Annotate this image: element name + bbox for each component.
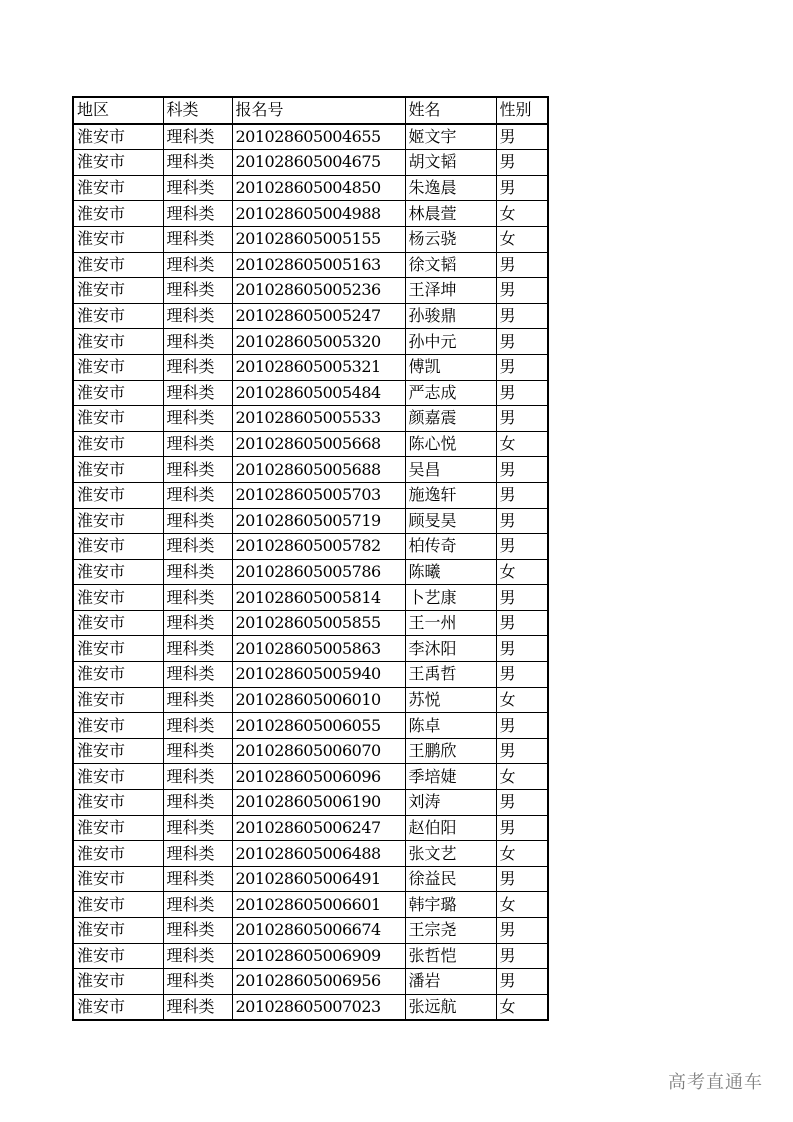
table-row — [73, 559, 548, 585]
table-row — [73, 201, 548, 227]
cell-name: 王泽坤 — [405, 278, 496, 304]
cell-registration-number: 201028605005533 — [232, 406, 405, 432]
cell-region: 淮安市 — [73, 790, 163, 816]
cell-region: 淮安市 — [73, 329, 163, 355]
cell-name: 施逸轩 — [405, 482, 496, 508]
cell-gender: 女 — [496, 994, 548, 1020]
cell-category: 理科类 — [163, 508, 232, 534]
cell-region: 淮安市 — [73, 636, 163, 662]
cell-region: 淮安市 — [73, 354, 163, 380]
table-row — [73, 790, 548, 816]
cell-category: 理科类 — [163, 943, 232, 969]
cell-region: 淮安市 — [73, 866, 163, 892]
cell-name: 严志成 — [405, 380, 496, 406]
cell-gender: 男 — [496, 508, 548, 534]
cell-registration-number: 201028605006674 — [232, 918, 405, 944]
cell-gender: 女 — [496, 687, 548, 713]
table-row — [73, 508, 548, 534]
table-row — [73, 918, 548, 944]
cell-name: 张文艺 — [405, 841, 496, 867]
cell-gender: 男 — [496, 610, 548, 636]
cell-name: 傅凯 — [405, 354, 496, 380]
cell-name: 孙中元 — [405, 329, 496, 355]
cell-category: 理科类 — [163, 380, 232, 406]
cell-name: 张哲恺 — [405, 943, 496, 969]
cell-name: 苏悦 — [405, 687, 496, 713]
cell-region: 淮安市 — [73, 457, 163, 483]
cell-category: 理科类 — [163, 226, 232, 252]
cell-category: 理科类 — [163, 815, 232, 841]
cell-region: 淮安市 — [73, 508, 163, 534]
cell-registration-number: 201028605004675 — [232, 150, 405, 176]
cell-category: 理科类 — [163, 534, 232, 560]
cell-region: 淮安市 — [73, 380, 163, 406]
cell-category: 理科类 — [163, 150, 232, 176]
cell-registration-number: 201028605006190 — [232, 790, 405, 816]
table-row — [73, 380, 548, 406]
cell-registration-number: 201028605005163 — [232, 252, 405, 278]
table-row — [73, 406, 548, 432]
cell-registration-number: 201028605006247 — [232, 815, 405, 841]
table-row — [73, 662, 548, 688]
header-category: 科类 — [163, 97, 232, 124]
header-region: 地区 — [73, 97, 163, 124]
cell-region: 淮安市 — [73, 994, 163, 1020]
cell-registration-number: 201028605005703 — [232, 482, 405, 508]
cell-registration-number: 201028605005321 — [232, 354, 405, 380]
cell-gender: 男 — [496, 636, 548, 662]
table-row — [73, 738, 548, 764]
cell-name: 王鹏欣 — [405, 738, 496, 764]
cell-registration-number: 201028605005236 — [232, 278, 405, 304]
cell-registration-number: 201028605007023 — [232, 994, 405, 1020]
table-row — [73, 124, 548, 150]
table-row — [73, 354, 548, 380]
cell-region: 淮安市 — [73, 841, 163, 867]
cell-region: 淮安市 — [73, 585, 163, 611]
table-row — [73, 764, 548, 790]
cell-category: 理科类 — [163, 610, 232, 636]
cell-category: 理科类 — [163, 329, 232, 355]
table-row — [73, 431, 548, 457]
cell-name: 韩宇璐 — [405, 892, 496, 918]
cell-registration-number: 201028605005786 — [232, 559, 405, 585]
cell-name: 顾旻昊 — [405, 508, 496, 534]
cell-region: 淮安市 — [73, 150, 163, 176]
cell-region: 淮安市 — [73, 662, 163, 688]
table-row — [73, 841, 548, 867]
cell-category: 理科类 — [163, 406, 232, 432]
table-row — [73, 252, 548, 278]
cell-category: 理科类 — [163, 278, 232, 304]
cell-gender: 男 — [496, 918, 548, 944]
cell-registration-number: 201028605006601 — [232, 892, 405, 918]
cell-gender: 女 — [496, 226, 548, 252]
cell-gender: 男 — [496, 943, 548, 969]
cell-name: 孙骏鼎 — [405, 303, 496, 329]
cell-registration-number: 201028605006010 — [232, 687, 405, 713]
cell-registration-number: 201028605005320 — [232, 329, 405, 355]
header-registration-number: 报名号 — [232, 97, 405, 124]
table-row — [73, 457, 548, 483]
cell-name: 王宗尧 — [405, 918, 496, 944]
cell-name: 卜艺康 — [405, 585, 496, 611]
table-row — [73, 610, 548, 636]
cell-name: 林晨萱 — [405, 201, 496, 227]
cell-gender: 男 — [496, 303, 548, 329]
cell-name: 颜嘉震 — [405, 406, 496, 432]
cell-category: 理科类 — [163, 559, 232, 585]
cell-region: 淮安市 — [73, 815, 163, 841]
cell-name: 季培婕 — [405, 764, 496, 790]
cell-region: 淮安市 — [73, 738, 163, 764]
cell-region: 淮安市 — [73, 713, 163, 739]
cell-gender: 男 — [496, 124, 548, 150]
cell-category: 理科类 — [163, 918, 232, 944]
cell-registration-number: 201028605004655 — [232, 124, 405, 150]
cell-category: 理科类 — [163, 303, 232, 329]
cell-name: 张远航 — [405, 994, 496, 1020]
cell-registration-number: 201028605005688 — [232, 457, 405, 483]
cell-category: 理科类 — [163, 892, 232, 918]
cell-name: 王禹哲 — [405, 662, 496, 688]
watermark-text: 高考直通车 — [668, 1072, 763, 1093]
cell-category: 理科类 — [163, 662, 232, 688]
cell-gender: 女 — [496, 764, 548, 790]
table-body — [73, 124, 548, 1021]
cell-registration-number: 201028605005940 — [232, 662, 405, 688]
cell-name: 吴昌 — [405, 457, 496, 483]
cell-category: 理科类 — [163, 175, 232, 201]
cell-category: 理科类 — [163, 790, 232, 816]
cell-registration-number: 201028605006909 — [232, 943, 405, 969]
cell-region: 淮安市 — [73, 764, 163, 790]
cell-name: 杨云骁 — [405, 226, 496, 252]
cell-category: 理科类 — [163, 994, 232, 1020]
cell-region: 淮安市 — [73, 918, 163, 944]
cell-name: 朱逸晨 — [405, 175, 496, 201]
cell-registration-number: 201028605005668 — [232, 431, 405, 457]
table-header-row — [73, 97, 548, 124]
cell-name: 姬文宇 — [405, 124, 496, 150]
cell-name: 柏传奇 — [405, 534, 496, 560]
cell-region: 淮安市 — [73, 124, 163, 150]
table-row — [73, 585, 548, 611]
cell-gender: 男 — [496, 585, 548, 611]
cell-gender: 男 — [496, 662, 548, 688]
table-row — [73, 866, 548, 892]
cell-registration-number: 201028605005782 — [232, 534, 405, 560]
cell-category: 理科类 — [163, 201, 232, 227]
cell-gender: 男 — [496, 380, 548, 406]
cell-name: 胡文韬 — [405, 150, 496, 176]
table-row — [73, 943, 548, 969]
cell-registration-number: 201028605005814 — [232, 585, 405, 611]
cell-gender: 男 — [496, 175, 548, 201]
cell-gender: 男 — [496, 866, 548, 892]
table-row — [73, 994, 548, 1020]
table-row — [73, 969, 548, 995]
cell-gender: 男 — [496, 815, 548, 841]
cell-category: 理科类 — [163, 585, 232, 611]
cell-name: 李沐阳 — [405, 636, 496, 662]
cell-registration-number: 201028605004850 — [232, 175, 405, 201]
table-row — [73, 534, 548, 560]
cell-region: 淮安市 — [73, 252, 163, 278]
cell-category: 理科类 — [163, 841, 232, 867]
cell-gender: 男 — [496, 738, 548, 764]
cell-category: 理科类 — [163, 124, 232, 150]
cell-region: 淮安市 — [73, 303, 163, 329]
cell-registration-number: 201028605006070 — [232, 738, 405, 764]
cell-region: 淮安市 — [73, 969, 163, 995]
cell-gender: 男 — [496, 406, 548, 432]
cell-region: 淮安市 — [73, 892, 163, 918]
cell-category: 理科类 — [163, 457, 232, 483]
table-row — [73, 175, 548, 201]
header-gender: 性别 — [496, 97, 548, 124]
cell-registration-number: 201028605006055 — [232, 713, 405, 739]
cell-gender: 男 — [496, 534, 548, 560]
cell-name: 陈卓 — [405, 713, 496, 739]
table-row — [73, 150, 548, 176]
cell-name: 徐益民 — [405, 866, 496, 892]
cell-region: 淮安市 — [73, 226, 163, 252]
cell-registration-number: 201028605005155 — [232, 226, 405, 252]
cell-gender: 男 — [496, 150, 548, 176]
cell-category: 理科类 — [163, 687, 232, 713]
cell-name: 陈心悦 — [405, 431, 496, 457]
cell-category: 理科类 — [163, 764, 232, 790]
cell-name: 徐文韬 — [405, 252, 496, 278]
cell-gender: 女 — [496, 201, 548, 227]
cell-gender: 男 — [496, 329, 548, 355]
cell-name: 王一州 — [405, 610, 496, 636]
cell-region: 淮安市 — [73, 559, 163, 585]
cell-category: 理科类 — [163, 252, 232, 278]
table-row — [73, 687, 548, 713]
cell-name: 潘岩 — [405, 969, 496, 995]
cell-gender: 男 — [496, 354, 548, 380]
cell-gender: 女 — [496, 841, 548, 867]
cell-gender: 男 — [496, 790, 548, 816]
cell-gender: 男 — [496, 713, 548, 739]
cell-region: 淮安市 — [73, 431, 163, 457]
table-row — [73, 713, 548, 739]
cell-registration-number: 201028605005247 — [232, 303, 405, 329]
table-row — [73, 892, 548, 918]
table-row — [73, 482, 548, 508]
cell-region: 淮安市 — [73, 406, 163, 432]
admission-table — [72, 96, 549, 1021]
cell-name: 刘涛 — [405, 790, 496, 816]
cell-registration-number: 201028605006488 — [232, 841, 405, 867]
cell-gender: 男 — [496, 969, 548, 995]
cell-region: 淮安市 — [73, 943, 163, 969]
cell-registration-number: 201028605006956 — [232, 969, 405, 995]
cell-region: 淮安市 — [73, 482, 163, 508]
cell-name: 赵伯阳 — [405, 815, 496, 841]
cell-registration-number: 201028605006491 — [232, 866, 405, 892]
table-row — [73, 278, 548, 304]
table-row — [73, 329, 548, 355]
header-name: 姓名 — [405, 97, 496, 124]
cell-category: 理科类 — [163, 738, 232, 764]
cell-region: 淮安市 — [73, 201, 163, 227]
cell-registration-number: 201028605006096 — [232, 764, 405, 790]
cell-gender: 女 — [496, 559, 548, 585]
cell-registration-number: 201028605005855 — [232, 610, 405, 636]
table-row — [73, 303, 548, 329]
cell-gender: 男 — [496, 482, 548, 508]
cell-region: 淮安市 — [73, 278, 163, 304]
cell-category: 理科类 — [163, 354, 232, 380]
cell-category: 理科类 — [163, 969, 232, 995]
table-row — [73, 226, 548, 252]
cell-registration-number: 201028605005863 — [232, 636, 405, 662]
cell-registration-number: 201028605005484 — [232, 380, 405, 406]
cell-category: 理科类 — [163, 431, 232, 457]
cell-registration-number: 201028605005719 — [232, 508, 405, 534]
table-row — [73, 815, 548, 841]
cell-category: 理科类 — [163, 482, 232, 508]
cell-category: 理科类 — [163, 713, 232, 739]
cell-region: 淮安市 — [73, 534, 163, 560]
cell-gender: 男 — [496, 252, 548, 278]
cell-region: 淮安市 — [73, 175, 163, 201]
cell-gender: 女 — [496, 431, 548, 457]
cell-registration-number: 201028605004988 — [232, 201, 405, 227]
cell-region: 淮安市 — [73, 687, 163, 713]
cell-category: 理科类 — [163, 866, 232, 892]
cell-gender: 男 — [496, 457, 548, 483]
cell-gender: 男 — [496, 278, 548, 304]
cell-category: 理科类 — [163, 636, 232, 662]
cell-name: 陈曦 — [405, 559, 496, 585]
cell-gender: 女 — [496, 892, 548, 918]
table-row — [73, 636, 548, 662]
cell-region: 淮安市 — [73, 610, 163, 636]
